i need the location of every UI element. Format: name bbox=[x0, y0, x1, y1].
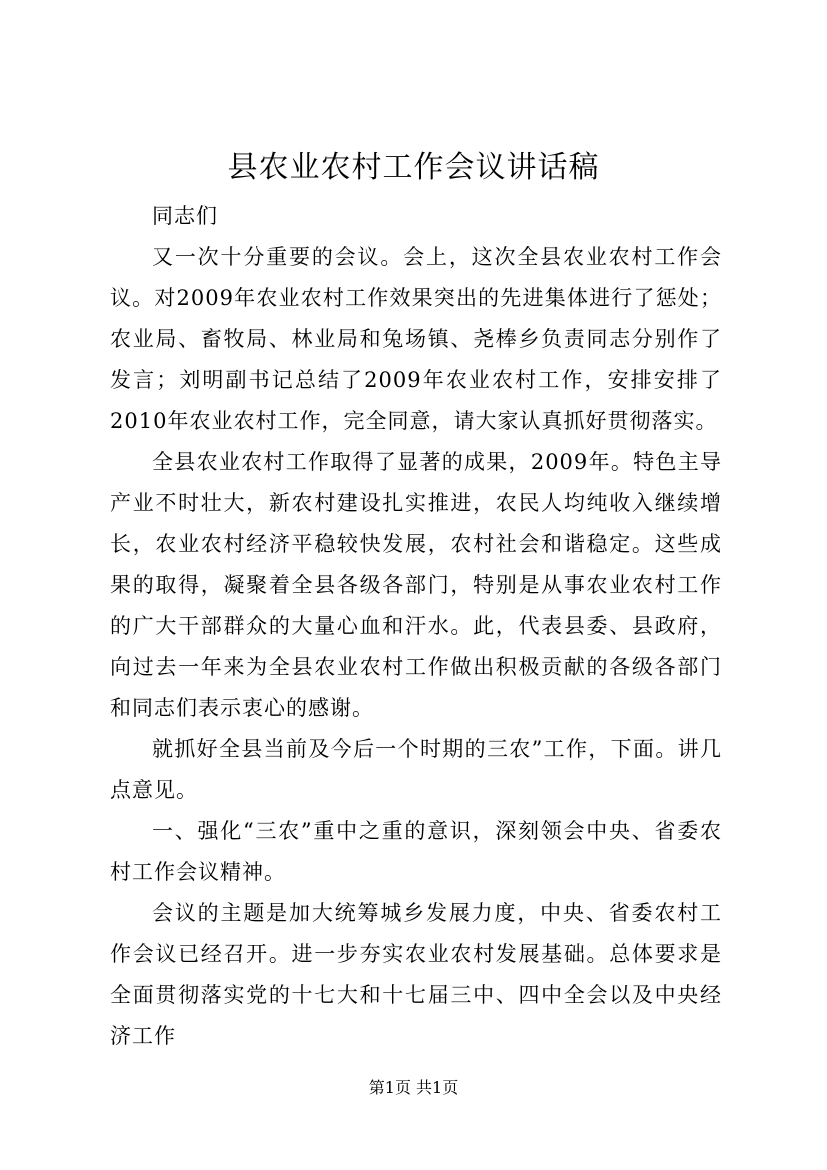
document-title: 县农业农村工作会议讲话稿 bbox=[227, 150, 600, 185]
body-paragraph: 又一次十分重要的会议。会上，这次全县农业农村工作会议。对2009年农业农村工作效果突出的先进集体进行了惩处；农业局、畜牧局、林业局和兔场镇、尧棒乡负责同志分别作了发言；刘明副书记总结了2009年农业农村工作，安排安排了2010年农业农村工作，完全同意，请大家认真抓好贯彻落实。 bbox=[110, 245, 722, 433]
body-paragraph: 全县农业农村工作取得了显著的成果，2009年。特色主导产业不时壮大，新农村建设扎实推进，农民人均纯收入继续增长，农业农村经济平稳较快发展，农村社会和谐稳定。这些成果的取得，凝聚着全县各级各部门，特别是从事农业农村工作的广大干部群众的大量心血和汗水。此，代表县委、县政府，向过去一年来为全县农业农村工作做出积极贡献的各级各部门和同志们表示衷心的感谢。 bbox=[110, 450, 722, 720]
section-heading-paragraph: 一、强化“三农”重中之重的意识，深刻领会中央、省委农村工作会议精神。 bbox=[110, 819, 722, 884]
body-paragraph: 就抓好全县当前及今后一个时期的三农”工作，下面。讲几点意见。 bbox=[110, 737, 722, 802]
salutation-paragraph: 同志们 bbox=[152, 204, 218, 228]
page-footer: 第1页 共1页 bbox=[368, 1078, 459, 1097]
body-paragraph: 会议的主题是加大统筹城乡发展力度，中央、省委农村工作会议已经召开。进一步夯实农业农村发展基础。总体要求是全面贯彻落实党的十七大和十七届三中、四中全会以及中央经济工作 bbox=[110, 901, 722, 1048]
document-body bbox=[110, 196, 722, 1057]
